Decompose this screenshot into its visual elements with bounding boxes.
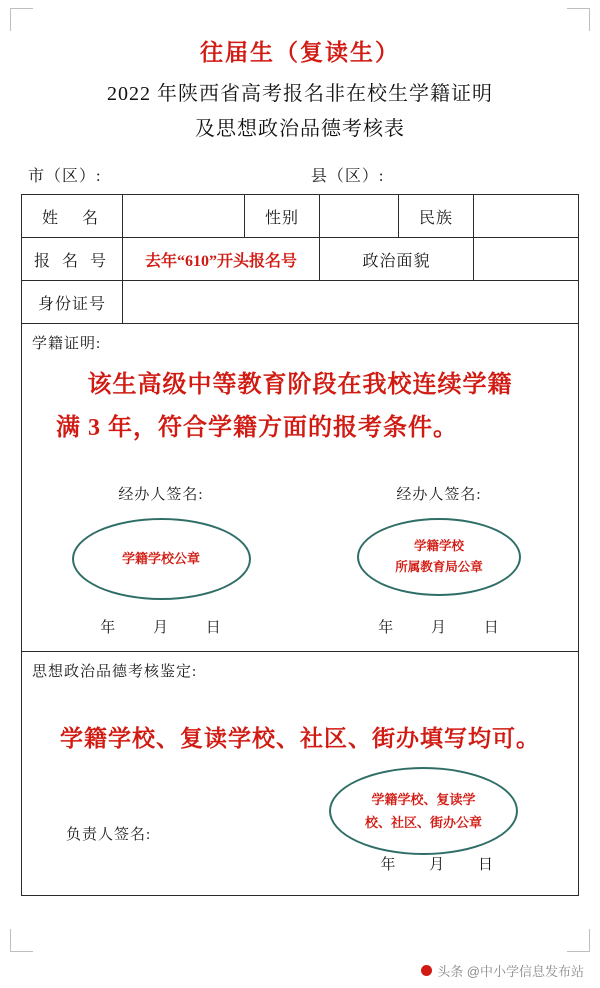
name-value[interactable] [123, 195, 245, 238]
gender-label: 性别 [245, 195, 320, 238]
politics-block-label: 思想政治品德考核鉴定: [32, 664, 198, 681]
date-year-label: 年 [100, 620, 117, 637]
enrollment-statement-line-1: 该生高级中等教育阶段在我校连续学籍 [87, 372, 513, 398]
date-day-label: 日 [477, 857, 493, 874]
community-seal-text-line-1: 学籍学校、复读学 [371, 791, 476, 807]
stamp-right-wrapper [300, 518, 578, 600]
city-field-label: 市（区）: [28, 168, 102, 185]
date-year-label: 年 [378, 620, 395, 637]
region-row [28, 163, 572, 186]
date-month-label: 月 [152, 620, 169, 637]
stamp-left-wrapper [22, 518, 300, 600]
enrollment-statement-line-2: 满 3 年，符合学籍方面的报考条件。 [56, 415, 458, 442]
exam-number-label: 报 名 号 [22, 238, 123, 281]
date-month-label: 月 [429, 857, 445, 874]
table-row [22, 281, 579, 324]
bureau-seal-text-line-2: 所属教育局公章 [395, 560, 483, 575]
applicant-info-table [21, 194, 579, 324]
enrollment-certificate-block [21, 324, 579, 652]
ethnicity-label: 民族 [399, 195, 474, 238]
enrollment-date-left [22, 616, 300, 637]
politics-block-body [22, 681, 578, 895]
community-seal-text-line-2: 校、社区、街办公章 [364, 815, 482, 831]
political-status-label: 政治面貌 [320, 238, 474, 281]
enrollment-signature-row [22, 483, 578, 504]
school-seal-stamp [72, 518, 251, 600]
date-year-label: 年 [380, 857, 396, 874]
date-day-label: 日 [205, 620, 222, 637]
enrollment-block-label: 学籍证明: [32, 336, 102, 352]
watermark-footer [421, 961, 584, 980]
table-row [22, 195, 579, 238]
date-day-label: 日 [483, 620, 500, 637]
education-bureau-seal-stamp [357, 518, 521, 596]
id-number-value[interactable] [123, 281, 579, 324]
name-label: 姓 名 [22, 195, 123, 238]
enrollment-date-row [22, 616, 578, 637]
politics-statement: 学籍学校、复读学校、社区、街办填写均可。 [60, 726, 540, 752]
watermark-text: 头条 @中小学信息发布站 [437, 964, 584, 979]
political-status-value[interactable] [474, 238, 579, 281]
politics-date-row [365, 853, 508, 874]
county-field-label: 县（区）: [310, 168, 385, 185]
date-month-label: 月 [430, 620, 447, 637]
enrollment-signer-right-label: 经办人签名: [396, 487, 482, 504]
responsible-person-label: 负责人签名: [66, 827, 152, 844]
gender-value[interactable] [320, 195, 399, 238]
enrollment-stamp-row [22, 518, 578, 600]
page-title-line-1: 2022 年陕西省高考报名非在校生学籍证明 [107, 83, 493, 105]
red-subtitle: 往届生（复读生） [200, 40, 400, 65]
school-seal-text: 学籍学校公章 [121, 551, 200, 567]
enrollment-signer-left-label: 经办人签名: [118, 487, 204, 504]
politics-stamp-wrapper [329, 767, 514, 855]
bureau-seal-text-line-1: 学籍学校 [413, 539, 464, 554]
exam-number-value[interactable]: 去年“610”开头报名号 [123, 238, 320, 281]
ethnicity-value[interactable] [474, 195, 579, 238]
political-assessment-block [21, 652, 579, 896]
headline-logo-icon [421, 965, 432, 976]
enrollment-signer-right [300, 483, 578, 504]
enrollment-date-right [300, 616, 578, 637]
table-row [22, 238, 579, 281]
community-seal-stamp [329, 767, 518, 855]
id-number-label: 身份证号 [22, 281, 123, 324]
page-title-line-2: 及思想政治品德考核表 [195, 118, 405, 140]
enrollment-signer-left [22, 483, 300, 504]
